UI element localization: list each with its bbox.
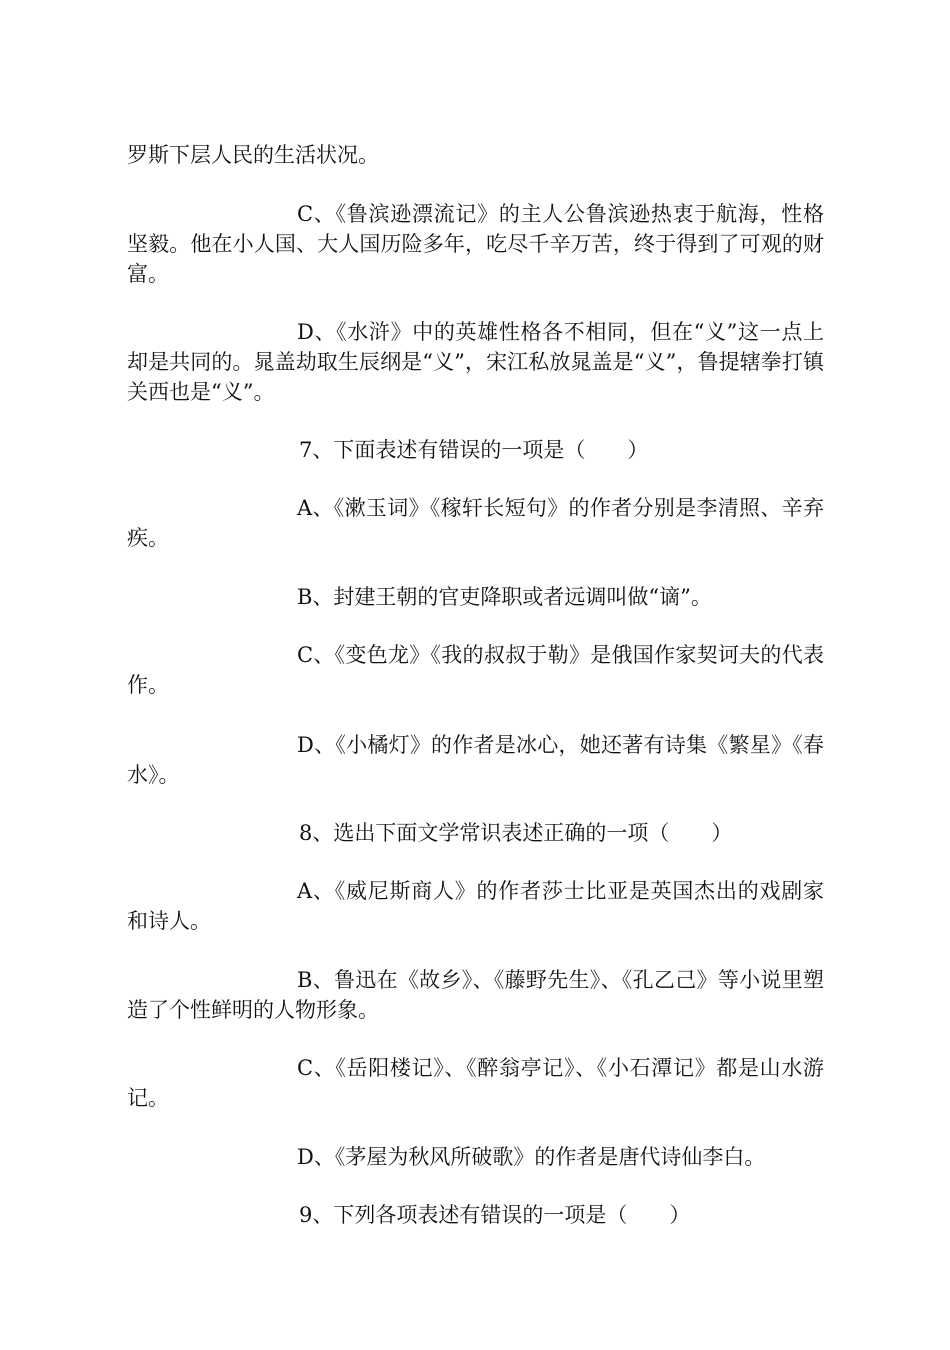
question-7: 7、下面表述有错误的一项是（ ） <box>299 438 649 462</box>
question-7-option-c: C、《变色龙》《我的叔叔于勒》是俄国作家契诃夫的代表作。 <box>127 643 824 697</box>
question-8-option-c: C、《岳阳楼记》、《醉翁亭记》、《小石潭记》都是山水游记。 <box>127 1056 824 1110</box>
question-8-option-b: B、鲁迅在《故乡》、《藤野先生》、《孔乙己》等小说里塑造了个性鲜明的人物形象。 <box>127 968 824 1022</box>
question-8-option-d: D、《茅屋为秋风所破歌》的作者是唐代诗仙李白。 <box>297 1145 766 1169</box>
question-7-option-d: D、《小橘灯》的作者是冰心，她还著有诗集《繁星》《春水》。 <box>127 733 824 787</box>
question-7-option-b: B、封建王朝的官吏降职或者远调叫做“谪”。 <box>297 585 712 609</box>
option-c-robinson: C、《鲁滨逊漂流记》的主人公鲁滨逊热衷于航海，性格坚毅。他在小人国、大人国历险多年，吃尽千辛万苦，终于得到了可观的财富。 <box>127 202 824 286</box>
question-8-option-a: A、《威尼斯商人》的作者莎士比亚是英国杰出的戏剧家和诗人。 <box>127 879 824 933</box>
question-7-option-a: A、《漱玉词》《稼轩长短句》的作者分别是李清照、辛弃疾。 <box>127 496 824 550</box>
paragraph-continuation: 罗斯下层人民的生活状况。 <box>127 143 379 167</box>
option-d-water-margin: D、《水浒》中的英雄性格各不相同，但在“义”这一点上却是共同的。晁盖劫取生辰纲是“义”，宋江私放晁盖是“义”，鲁提辖拳打镇关西也是“义”。 <box>127 320 824 404</box>
question-9: 9、下列各项表述有错误的一项是（ ） <box>299 1203 691 1227</box>
question-8: 8、选出下面文学常识表述正确的一项（ ） <box>299 821 733 845</box>
